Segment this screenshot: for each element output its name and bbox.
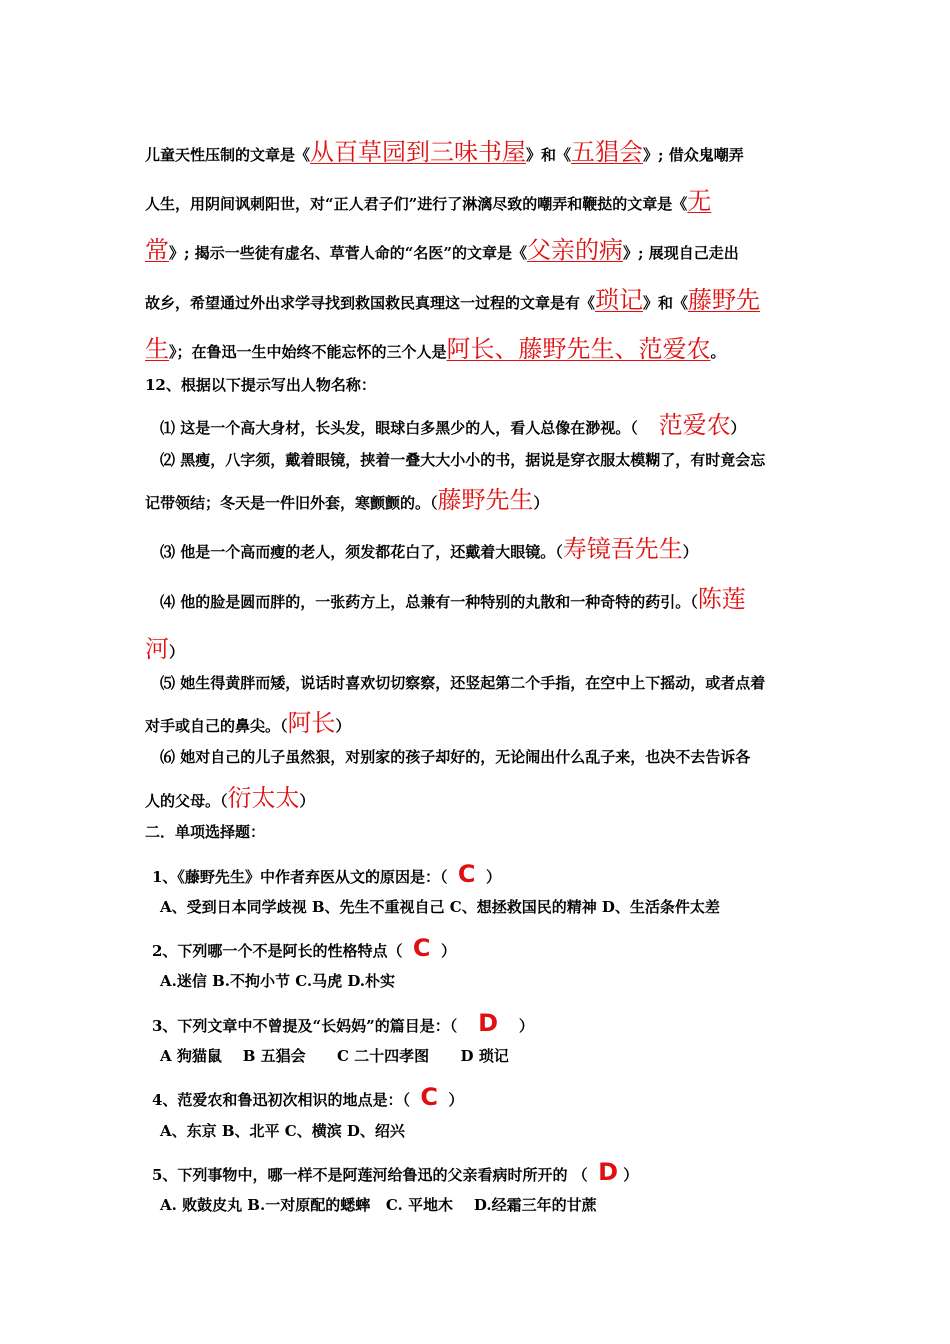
mc-options-3: A 狗猫鼠 B 五猖会 C 二十四孝图 D 琐记 <box>160 1047 509 1065</box>
q12-item-4 <box>160 587 746 611</box>
q12-item-3 <box>160 537 698 561</box>
mc-answer-2: C <box>412 934 431 962</box>
answer-fuqindebing: 父亲的病 <box>527 236 624 264</box>
q12-item-5-line1: ⑸ 她生得黄胖而矮，说话时喜欢切切察察，还竖起第二个手指，在空中上下摇动，或者点着 <box>160 674 766 692</box>
text: ⑴ 这是一个高大身材，长头发，眼球白多黑少的人，看人总像在渺视。（ <box>160 419 638 437</box>
para-line-5 <box>145 337 726 361</box>
answer-suoji: 琐记 <box>595 286 644 314</box>
mc-answer-5: D <box>598 1158 619 1186</box>
answer-tengye-part1: 藤野先 <box>688 286 761 314</box>
mc-question-5 <box>152 1160 638 1184</box>
text: 5、下列事物中，哪一样不是阿莲河给鲁迅的父亲看病时所开的 （ <box>152 1166 588 1184</box>
mc-question-2 <box>152 936 456 960</box>
text: 。 <box>710 343 726 361</box>
mc-options-5: A. 败鼓皮丸 B.一对原配的蟋蟀 C. 平地木 D.经霜三年的甘蔗 <box>160 1196 597 1214</box>
answer-wuchanghui: 五猖会 <box>571 138 644 166</box>
para-line-1 <box>145 140 744 164</box>
text: ⑷ 他的脸是圆而胖的，一张药方上，总兼有一种特别的丸散和一种奇特的药引。（ <box>160 593 698 611</box>
answer-tengye-part2: 生 <box>145 335 169 363</box>
mc-options-2: A.迷信 B.不拘小节 C.马虎 D.朴实 <box>160 972 396 990</box>
mc-question-3 <box>152 1011 534 1035</box>
mc-options-1: A、受到日本同学歧视 B、先生不重视自己 C、想拯救国民的精神 D、生活条件太差 <box>160 898 720 916</box>
text: ） <box>518 1017 534 1035</box>
text: ） <box>730 419 746 437</box>
answer-chenlianhe-part1: 陈莲 <box>697 585 746 613</box>
q12-item-1 <box>160 413 746 437</box>
text: ⑶ 他是一个高而瘦的老人，须发都花白了，还戴着大眼镜。（ <box>160 543 563 561</box>
answer-achang: 阿长 <box>287 709 336 737</box>
para-line-2 <box>145 189 711 213</box>
text: 记带领结；冬天是一件旧外套，寒颤颤的。（ <box>145 494 438 512</box>
answer-wuchang-part1: 无 <box>687 187 712 215</box>
text: 故乡，希望通过外出求学寻找到救国救民真理这一过程的文章是有《 <box>145 294 596 312</box>
text: 2、下列哪一个不是阿长的性格特点（ <box>152 942 403 960</box>
answer-shoujingwu: 寿镜吾先生 <box>562 535 683 563</box>
text: ） <box>448 1091 464 1109</box>
answer-three-people: 阿长、藤野先生、范爱农 <box>446 335 711 363</box>
text: ） <box>440 942 456 960</box>
text: ） <box>169 643 185 661</box>
text: 》；在鲁迅一生中始终不能忘怀的三个人是 <box>169 343 447 361</box>
para-line-3 <box>145 238 739 262</box>
q12-item-6-line1: ⑹ 她对自己的儿子虽然狠，对别家的孩子却好的，无论闹出什么乱子来，也决不去告诉各 <box>160 748 751 766</box>
mc-question-4 <box>152 1085 464 1109</box>
mc-question-1 <box>152 862 501 886</box>
mc-answer-3: D <box>478 1009 499 1037</box>
answer-fanainong: 范爱农 <box>658 411 731 439</box>
q12-title: 12、根据以下提示写出人物名称： <box>145 376 376 394</box>
text: ） <box>335 717 351 735</box>
q12-item-2-line2 <box>145 488 549 512</box>
text: 》; 揭示一些徒有虚名、草菅人命的“名医”的文章是《 <box>169 244 528 262</box>
mc-answer-4: C <box>420 1083 439 1111</box>
answer-wuchang-part2: 常 <box>145 236 169 264</box>
answer-baicaoyuan: 从百草园到三味书屋 <box>310 138 527 166</box>
text: 儿童天性压制的文章是《 <box>145 146 311 164</box>
text: 1、《藤野先生》中作者弃医从文的原因是：（ <box>152 868 448 886</box>
para-line-4 <box>145 288 760 312</box>
text: 对手或自己的鼻尖。（ <box>145 717 288 735</box>
text: ） <box>623 1166 639 1184</box>
text: ） <box>682 543 698 561</box>
text: 3、下列文章中不曾提及“长妈妈”的篇目是：（ <box>152 1017 458 1035</box>
text: ） <box>299 792 315 810</box>
text: ） <box>533 494 549 512</box>
text: 人生，用阴间讽刺阳世，对“正人君子们”进行了淋漓尽致的嘲弄和鞭挞的文章是《 <box>145 195 688 213</box>
mc-title: 二．单项选择题： <box>145 823 266 841</box>
q12-item-4-cont <box>145 637 184 661</box>
answer-chenlianhe-part2: 河 <box>145 635 169 663</box>
mc-options-4: A、东京 B、北平 C、横滨 D、绍兴 <box>160 1122 405 1140</box>
text: ） <box>485 868 501 886</box>
text: 人的父母。（ <box>145 792 228 810</box>
text: 4、范爱农和鲁迅初次相识的地点是：（ <box>152 1091 410 1109</box>
mc-answer-1: C <box>457 860 476 888</box>
q12-item-2-line1: ⑵ 黑瘦，八字须，戴着眼镜，挟着一叠大大小小的书，据说是穿衣服太模糊了，有时竟会忘 <box>160 451 766 469</box>
answer-tengyexiansheng: 藤野先生 <box>437 486 534 514</box>
answer-yantaitai: 衍太太 <box>227 784 300 812</box>
q12-item-6-line2 <box>145 786 315 810</box>
text: 》; 展现自己走出 <box>623 244 739 262</box>
text: 》和《 <box>526 146 572 164</box>
text: 》和《 <box>643 294 689 312</box>
q12-item-5-line2 <box>145 711 351 735</box>
text: 》; 借众鬼嘲弄 <box>643 146 744 164</box>
